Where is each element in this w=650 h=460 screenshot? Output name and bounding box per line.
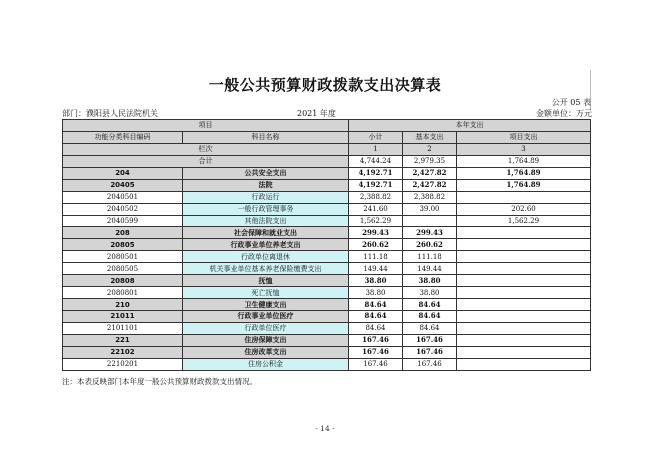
row-basic: 299.43	[403, 227, 457, 239]
row-subtotal: 111.18	[349, 251, 403, 263]
row-subtotal: 4,192.71	[349, 167, 403, 179]
table-row	[63, 203, 591, 215]
row-code: 2080501	[63, 251, 183, 263]
row-basic: 84.64	[403, 311, 457, 323]
year-label: 2021 年度	[297, 109, 336, 118]
table-row	[63, 191, 591, 203]
row-subtotal: 84.64	[349, 322, 403, 334]
row-subtotal: 84.64	[349, 311, 403, 323]
row-code: 20805	[63, 239, 183, 251]
row-subtotal: 84.64	[349, 299, 403, 311]
row-subtotal: 38.80	[349, 287, 403, 299]
row-project	[457, 191, 591, 203]
header-current-year: 本年支出	[349, 120, 591, 132]
row-code: 210	[63, 299, 183, 311]
row-basic: 167.46	[403, 346, 457, 358]
row-name: 社会保障和就业支出	[183, 227, 349, 239]
row-project	[457, 227, 591, 239]
header-basic: 基本支出	[403, 131, 457, 143]
row-name: 卫生健康支出	[183, 299, 349, 311]
row-subtotal: 4,192.71	[349, 179, 403, 191]
row-name: 行政事业单位医疗	[183, 311, 349, 323]
row-subtotal: 38.80	[349, 275, 403, 287]
table-row	[63, 263, 591, 275]
row-code: 204	[63, 167, 183, 179]
row-basic: 2,427.82	[403, 179, 457, 191]
row-name: 公共安全支出	[183, 167, 349, 179]
row-basic: 260.62	[403, 239, 457, 251]
row-name: 行政单位医疗	[183, 322, 349, 334]
row-name: 法院	[183, 179, 349, 191]
total-basic: 2,979.35	[403, 155, 457, 167]
row-basic: 167.46	[403, 358, 457, 370]
column-label: 栏次	[63, 143, 349, 155]
header-subtotal: 小计	[349, 131, 403, 143]
table-row	[63, 287, 591, 299]
header-project-exp: 项目支出	[457, 131, 591, 143]
row-name: 死亡抚恤	[183, 287, 349, 299]
row-basic: 38.80	[403, 287, 457, 299]
table-row	[63, 179, 591, 191]
row-subtotal: 2,388.82	[349, 191, 403, 203]
row-project	[457, 263, 591, 275]
table-row	[63, 322, 591, 334]
total-label: 合计	[63, 155, 349, 167]
row-code: 2040501	[63, 191, 183, 203]
row-basic	[403, 215, 457, 227]
row-project	[457, 334, 591, 346]
row-name: 住房改革支出	[183, 346, 349, 358]
row-project	[457, 311, 591, 323]
document-title: 一般公共预算财政拨款支出决算表	[208, 76, 442, 94]
row-basic: 2,427.82	[403, 167, 457, 179]
row-project	[457, 299, 591, 311]
row-name: 住房公积金	[183, 358, 349, 370]
row-basic: 167.46	[403, 334, 457, 346]
table-row	[63, 227, 591, 239]
row-code: 2101101	[63, 322, 183, 334]
row-basic: 149.44	[403, 263, 457, 275]
table-row	[63, 346, 591, 358]
row-subtotal: 299.43	[349, 227, 403, 239]
meta-row	[62, 108, 590, 119]
row-code: 21011	[63, 311, 183, 323]
row-project: 1,764.89	[457, 179, 591, 191]
row-basic: 39.00	[403, 203, 457, 215]
header-func-code: 功能分类科目编码	[63, 131, 183, 143]
row-name: 抚恤	[183, 275, 349, 287]
table-row	[63, 275, 591, 287]
row-project: 202.60	[457, 203, 591, 215]
table-row	[63, 334, 591, 346]
total-row	[63, 155, 591, 167]
row-basic: 38.80	[403, 275, 457, 287]
row-code: 208	[63, 227, 183, 239]
row-name: 一般行政管理事务	[183, 203, 349, 215]
header-subject-name: 科目名称	[183, 131, 349, 143]
table-row	[63, 299, 591, 311]
row-subtotal: 260.62	[349, 239, 403, 251]
row-basic: 2,388.82	[403, 191, 457, 203]
table-row	[63, 239, 591, 251]
header-row-2	[63, 131, 591, 143]
department-label: 部门：濮阳县人民法院机关	[62, 109, 158, 118]
total-subtotal: 4,744.24	[349, 155, 403, 167]
row-project	[457, 322, 591, 334]
row-name: 行政事业单位养老支出	[183, 239, 349, 251]
row-subtotal: 167.46	[349, 346, 403, 358]
table-row	[63, 215, 591, 227]
row-project	[457, 346, 591, 358]
row-basic: 111.18	[403, 251, 457, 263]
row-project: 1,562.29	[457, 215, 591, 227]
footnote: 注：本表反映部门本年度一般公共预算财政拨款支出情况。	[62, 377, 257, 386]
table-id: 公开 05 表	[551, 98, 591, 107]
column-3: 3	[457, 143, 591, 155]
row-name: 其他法院支出	[183, 215, 349, 227]
header-row-1	[63, 120, 591, 132]
row-code: 22102	[63, 346, 183, 358]
row-subtotal: 241.60	[349, 203, 403, 215]
expenditure-table	[62, 119, 591, 371]
row-project	[457, 287, 591, 299]
row-basic: 84.64	[403, 322, 457, 334]
row-basic: 84.64	[403, 299, 457, 311]
row-project: 1,764.89	[457, 167, 591, 179]
row-project	[457, 251, 591, 263]
total-project: 1,764.89	[457, 155, 591, 167]
row-code: 2080801	[63, 287, 183, 299]
row-subtotal: 167.46	[349, 334, 403, 346]
column-1: 1	[349, 143, 403, 155]
page-number: - 14 -	[315, 424, 335, 433]
column-index-row	[63, 143, 591, 155]
row-code: 2040599	[63, 215, 183, 227]
unit-label: 金额单位：万元	[536, 109, 592, 118]
row-subtotal: 149.44	[349, 263, 403, 275]
table-row	[63, 311, 591, 323]
row-name: 机关事业单位基本养老保险缴费支出	[183, 263, 349, 275]
row-name: 住房保障支出	[183, 334, 349, 346]
row-code: 2040502	[63, 203, 183, 215]
row-code: 221	[63, 334, 183, 346]
row-code: 2210201	[63, 358, 183, 370]
row-name: 行政单位离退休	[183, 251, 349, 263]
row-code: 20405	[63, 179, 183, 191]
row-subtotal: 167.46	[349, 358, 403, 370]
header-project: 项目	[63, 120, 349, 132]
row-project	[457, 239, 591, 251]
row-code: 20808	[63, 275, 183, 287]
table-row	[63, 358, 591, 370]
row-project	[457, 358, 591, 370]
table-row	[63, 167, 591, 179]
row-name: 行政运行	[183, 191, 349, 203]
row-project	[457, 275, 591, 287]
row-code: 2080505	[63, 263, 183, 275]
row-subtotal: 1,562.29	[349, 215, 403, 227]
table-row	[63, 251, 591, 263]
column-2: 2	[403, 143, 457, 155]
